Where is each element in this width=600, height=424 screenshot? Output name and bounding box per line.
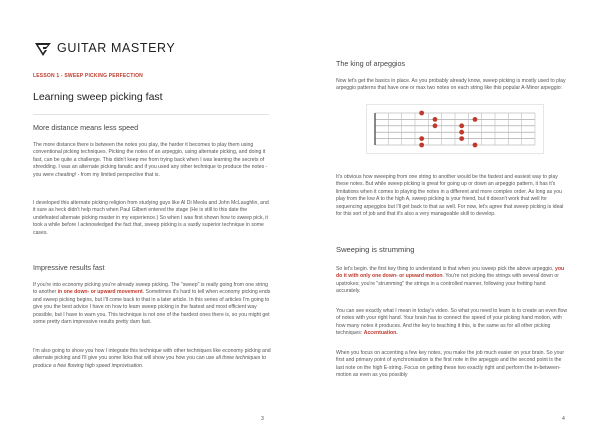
arpeggio-note-dot xyxy=(433,123,438,128)
lesson-label: LESSON 1 - SWEEP PICKING PERFECTION xyxy=(33,73,143,79)
page-right xyxy=(300,0,600,424)
paragraph-text: - from my limited perspective that is. xyxy=(76,171,160,178)
paragraph-text: If you're into economy picking you're already sweep picking. The "sweep" is really going from one string to another xyxy=(33,282,268,296)
highlight-text: in one down- or upward movement xyxy=(57,289,143,296)
arpeggio-note-dot xyxy=(459,123,464,128)
paragraph-distance xyxy=(33,142,271,179)
paragraph-economy xyxy=(33,282,271,327)
section-heading-distance: More distance means less speed xyxy=(33,123,139,132)
a-minor-arpeggio-diagram xyxy=(366,104,544,154)
italic-text: cheating! xyxy=(55,171,77,178)
paragraph-basics: Now let's get the basics in place. As you probably already know, sweep picking is mostly used to play arpeggio patterns that have one or max two notes on each string like this popular A-Minor arpeggio: xyxy=(336,78,566,92)
paragraph-text: . xyxy=(141,362,144,369)
paragraph-text: I'm also going to show you how I integrate this technique with other techniques like economy picking and alternate picking and I'll give you some licks that will show you how you can use xyxy=(33,348,271,362)
paragraph-obvious: It's obvious how sweeping from one string to another would be the fastest and easiest way to play these notes. But while sweep picking is great for going up or down an arpeggio pattern, it has it's limitations when it comes to playing the notes in a different and more complex order. As long as you play from the low A to the high A, sweep picking is your friend, but it doesn't work that well for sequencing arpeggios but I'll get back to that as well. For now, let's agree that sweep picking is ideal for this sort of job and that it's also a very manageable skill to develop. xyxy=(336,174,564,218)
highlight-text: you do it with only one down- or upward motion xyxy=(336,266,565,280)
arpeggio-note-dot xyxy=(433,117,438,122)
section-heading-strumming: Sweeping is strumming xyxy=(336,245,415,254)
highlight-text: Accentuation. xyxy=(363,330,398,337)
paragraph-integrate xyxy=(33,348,271,370)
arpeggio-note-dot xyxy=(419,111,424,116)
paragraph-religion: I developed this alternate picking religion from studying guys like Al Di Meola and John McLaughlin, and it sure as heck didn't help much when Paul Gilbert entered the stage (He is still to this date the undefeated alternate picking master in my experience.) So when I was first shown how to sweep pick, it took a while before I acknowledged the fact that, sweep picking is a vastly superior technique in some cases. xyxy=(33,200,269,236)
title-divider xyxy=(33,114,269,115)
section-heading-impressive: Impressive results fast xyxy=(33,263,105,272)
paragraph-accenting: When you focus on accenting a few key notes, you make the job much easier on your brain. So your first and primary point of synchronisation is the first note in the arpeggio and the second point is the last note on the high E-string. Focus on getting these two exactly right and perform the in-between-motion as even as you possibly xyxy=(336,350,565,379)
section-heading-king: The king of arpeggios xyxy=(336,59,406,68)
arpeggio-note-dot xyxy=(419,136,424,141)
arpeggio-note-dot xyxy=(459,136,464,141)
arpeggio-note-dot xyxy=(473,143,478,148)
guitar-mastery-logo xyxy=(33,40,175,56)
paragraph-text: The more distance there is between the notes you play, the harder it becomes to play them using conventional picking techniques. Picking the notes of an arpeggio, using alternate picking, and doing it fast, can be quite a challenge. This didn't keep me from trying back when I was learning the secrets of shredding. I was an alternate picking fanatic and if you used any other technique to produce the notes - you were xyxy=(33,142,268,178)
paragraph-text: . Sometimes it's hard to tell when economy picking ends and sweep picking begins, but I'll come back to that in a later article. In this series of articles I'm going to give you the best advice I have on how to learn sweep picking in the fastest and most efficient way possible, but I have to warn you. This technique is not one of the hardest ones there is, so you might get some pretty darn impressive results pretty darn fast. xyxy=(33,289,271,326)
paragraph-video xyxy=(336,308,568,338)
arpeggio-note-dot xyxy=(419,143,424,148)
paragraph-text: So let's begin. the first key thing to understand is that when you sweep pick the above arpeggio, xyxy=(336,266,556,272)
arpeggio-note-dot xyxy=(459,130,464,135)
guitar-mastery-logo-icon xyxy=(33,40,53,56)
paragraph-text: You can see exactly what I mean in today's video. So what you need to learn is to create an even flow of notes with your right hand. Your brain has to connect the speed of your picking hand motion, with how many notes it produces. And the key to teaching it this, is the same as for all other picking techniques: xyxy=(336,308,568,337)
logo-text: GUITAR MASTERY xyxy=(57,41,176,55)
page-number-4: 4 xyxy=(562,416,565,422)
fretboard-diagram xyxy=(367,105,543,153)
arpeggio-note-dot xyxy=(473,117,478,122)
page-number-3: 3 xyxy=(261,416,264,422)
article-title: Learning sweep picking fast xyxy=(33,91,163,103)
italic-text: all three techniques to produce a free flowing high speed improvisation xyxy=(33,355,267,369)
paragraph-begin xyxy=(336,266,568,296)
paragraph-text: . You're not picking the strings with several down or upstrokes; you're "strumming" the strings in a controlled manner, following your fretting hand accurately. xyxy=(336,273,559,295)
